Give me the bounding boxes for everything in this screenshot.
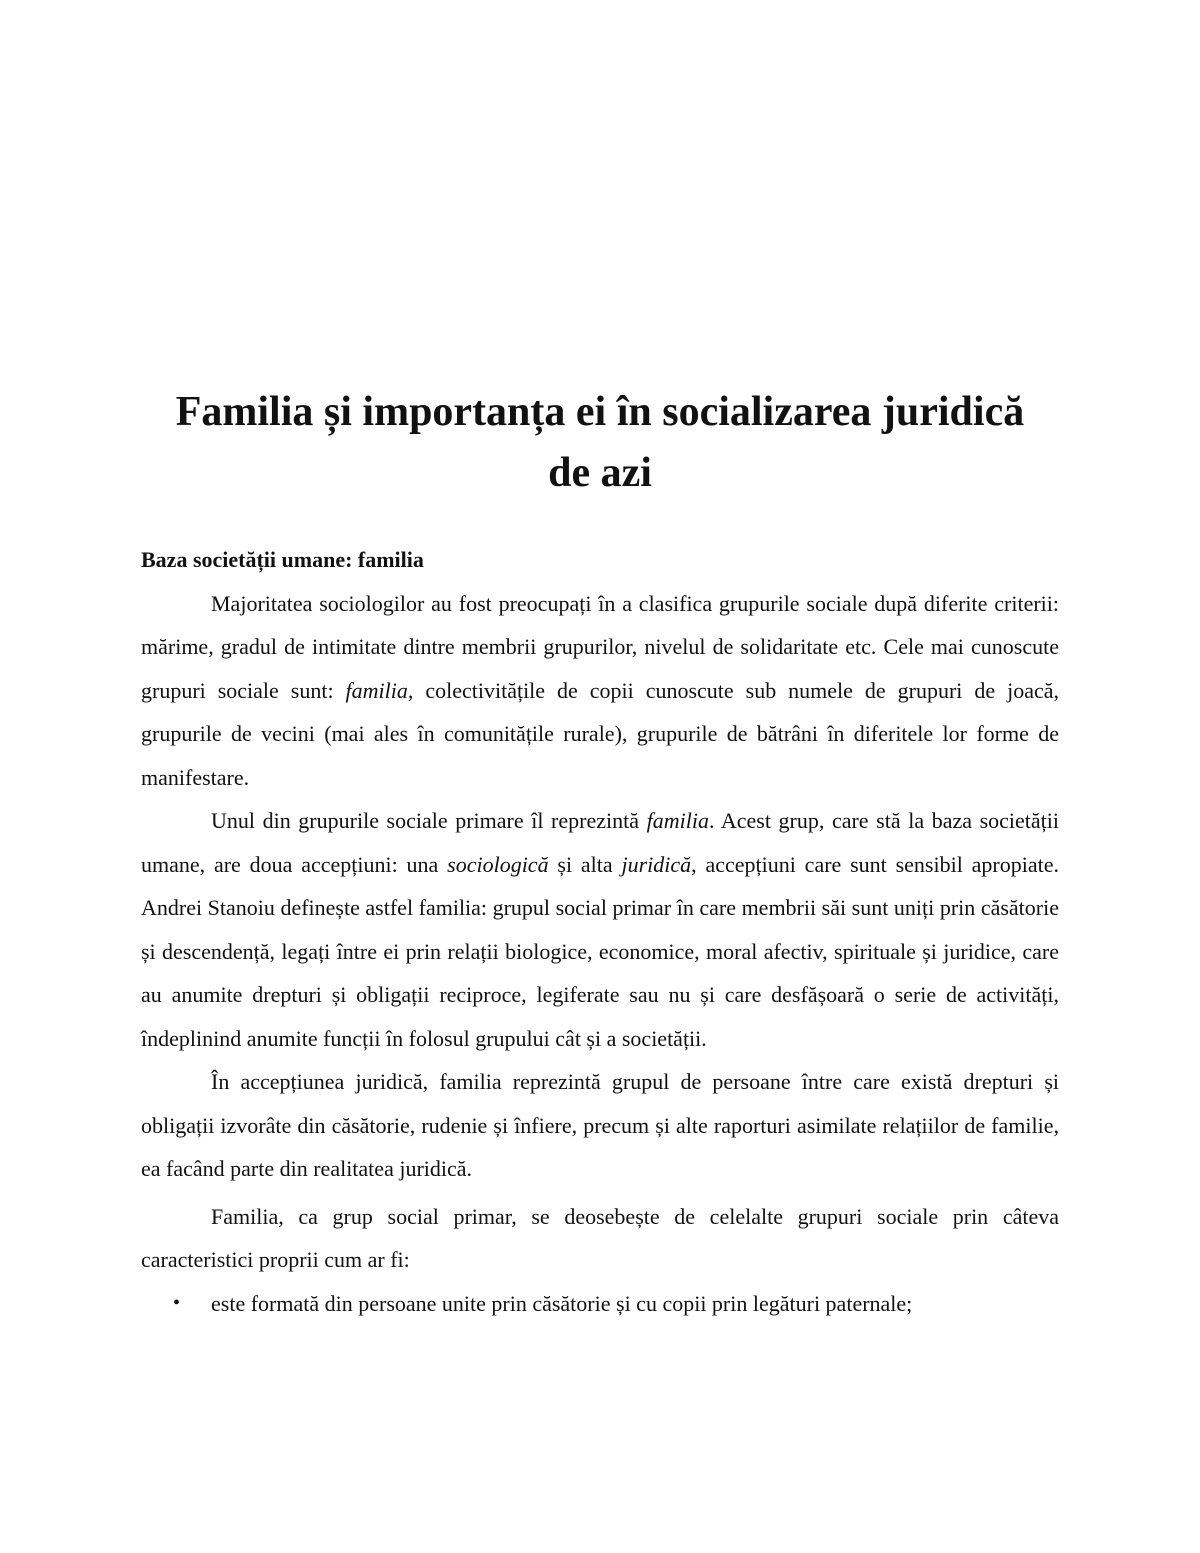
paragraph-2-text-c: și alta [548,851,622,877]
paragraph-4: Familia, ca grup social primar, se deosebește de celelalte grupuri sociale prin câteva caracteristici proprii cum ar fi: [141,1203,1059,1272]
bullet-icon: • [173,1291,181,1314]
paragraph-2-text-a: Unul din grupurile sociale primare îl reprezintă [211,808,647,833]
paragraph-1 [141,582,1059,800]
paragraph-1-text-a: Majoritatea sociologilor au fost preocupați în a clasifica grupurile sociale după diferite criterii: mărime, gradul de intimitate dintre membrii grupurilor, nivelul de solidaritate etc. Cele mai cunoscute grupuri sociale sunt: [141,590,1059,703]
document-body [141,538,1059,1325]
paragraph-2-italic-familia: familia [646,808,709,833]
bullet-list [141,1282,1059,1326]
title-line-1: Familia și importanța ei în socializarea juridică [175,389,1025,435]
list-item-text: este formată din persoane unite prin căsătorie și cu copii prin legături paternale; [211,1290,913,1316]
document-title [100,382,1100,504]
paragraph-3: În accepțiunea juridică, familia reprezintă grupul de persoane între care există drepturi și obligații izvorâte din căsătorie, rudenie și înfiere, precum și alte raporturi asimilate relațiilor de familie, ea facând parte din realitatea juridică. [141,1069,1059,1181]
paragraph-1-text-b: , colectivitățile de copii cunoscute sub numele de grupuri de joacă, grupurile de vecini (mai ales în comunitățile rurale), grupurile de bătrâni în diferitele lor forme de manifestare. [141,677,1059,790]
paragraph-1-italic-familia: familia [345,677,408,703]
paragraph-2-text-b: . Acest grup, care stă la baza societății umane, are doua accepțiuni: una [141,808,1059,877]
paragraph-2-text-d: , accepțiuni care sunt sensibil apropiate. Andrei Stanoiu definește astfel familia: grupul social primar în care membrii săi sunt uniți prin căsătorie și descendență, legați între ei prin relații biologice, economice, moral afectiv, spirituale și juridice, care au anumite drepturi și obligații reciproce, legiferate sau nu și care desfășoară o serie de activități, îndeplinind anumite funcții în folosul grupului cât și a societății. [141,851,1059,1051]
paragraph-2 [141,799,1059,1060]
title-line-2: de azi [548,450,652,496]
paragraph-2-italic-sociologica: sociologică [447,851,549,877]
paragraph-2-italic-juridica: juridică [621,851,692,877]
section-heading: Baza societății umane: familia [141,547,424,572]
list-item [141,1282,1059,1326]
